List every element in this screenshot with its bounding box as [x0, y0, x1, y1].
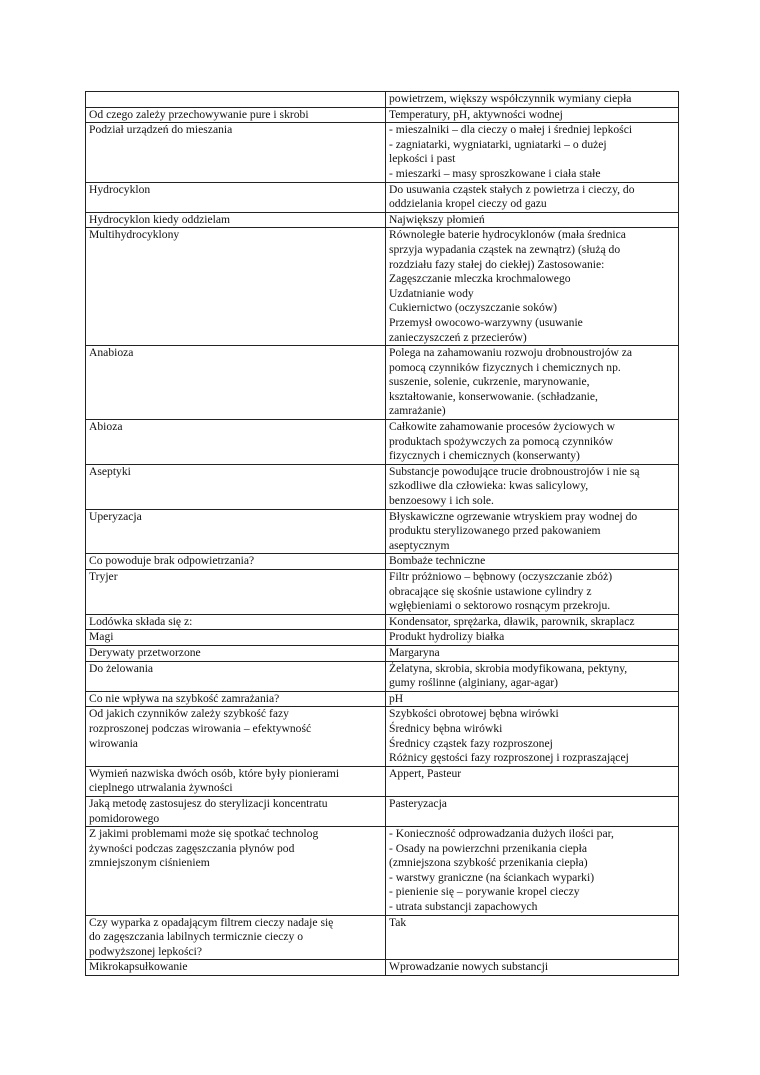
question-cell-line: Anabioza: [89, 346, 134, 360]
question-cell: [86, 123, 386, 182]
question-cell-line: Od czego zależy przechowywanie pure i skrobi: [89, 107, 309, 121]
question-cell-line: Do żelowania: [89, 661, 154, 675]
answer-cell-line: Największy płomień: [389, 212, 485, 226]
question-cell-line: Multihydrocyklony: [89, 228, 180, 242]
table-row: [86, 420, 679, 465]
question-cell-line: Mikrokapsułkowanie: [89, 960, 188, 974]
answer-cell-line: benzoesowy i ich sole.: [389, 494, 494, 508]
answer-cell-line: zanieczyszczeń z przecierów): [389, 330, 527, 344]
question-cell-line: Hydrocyklon kiedy oddzielam: [89, 212, 231, 226]
answer-cell-line: Bombaże techniczne: [389, 554, 486, 568]
answer-cell-line: - Konieczność odprowadzania dużych ilości par,: [389, 827, 614, 841]
answer-cell-line: Błyskawiczne ogrzewanie wtryskiem pray wodnej do: [389, 509, 638, 523]
table-row: [86, 827, 679, 916]
question-cell-line: Podział urządzeń do mieszania: [89, 123, 233, 137]
question-cell-line: cieplnego utrwalania żywności: [89, 781, 233, 795]
table-row: [86, 645, 679, 661]
answer-cell-line: produktu sterylizowanego przed pakowaniem: [389, 524, 601, 538]
table-row: [86, 509, 679, 554]
question-cell-line: Uperyzacja: [89, 509, 142, 523]
question-cell: [86, 464, 386, 509]
answer-cell: [386, 570, 679, 615]
answer-cell-line: sprzyja wypadania cząstek na zewnątrz) (służą do: [389, 242, 621, 256]
table-row: [86, 766, 679, 796]
answer-cell-line: rozdziału fazy stałej do ciekłej) Zastosowanie:: [389, 257, 605, 271]
answer-cell-line: Całkowite zahamowanie procesów życiowych w: [389, 420, 615, 434]
answer-cell: [386, 645, 679, 661]
answer-cell-line: pH: [389, 691, 404, 705]
question-cell-line: Z jakimi problemami może się spotkać technolog: [89, 827, 319, 841]
table-row: [86, 464, 679, 509]
question-cell: [86, 570, 386, 615]
answer-cell-line: Uzdatnianie wody: [389, 286, 474, 300]
answer-cell-line: kształtowanie, konserwowanie. (schładzanie,: [389, 389, 598, 403]
question-cell: [86, 554, 386, 570]
answer-cell-line: Szybkości obrotowej bębna wirówki: [389, 707, 559, 721]
table-row: [86, 960, 679, 976]
table-row: [86, 107, 679, 123]
table-row: [86, 707, 679, 766]
question-cell-line: Abioza: [89, 420, 123, 434]
question-cell: [86, 614, 386, 630]
question-cell-line: Czy wyparka z opadającym filtrem cieczy nadaje się: [89, 915, 334, 929]
answer-cell-line: gumy roślinne (alginiany, agar-agar): [389, 676, 558, 690]
answer-cell-line: (zmniejszona szybkość przenikania ciepła): [389, 856, 588, 870]
answer-cell-line: pomocą czynników fizycznych i chemicznych np.: [389, 360, 621, 374]
question-cell: [86, 182, 386, 212]
answer-cell-line: Przemysł owocowo-warzywny (usuwanie: [389, 315, 583, 329]
answer-cell-line: - mieszalniki – dla cieczy o małej i średniej lepkości: [389, 123, 633, 137]
answer-cell-line: Produkt hydrolizy białka: [389, 630, 505, 644]
question-cell: [86, 420, 386, 465]
answer-cell-line: Zagęszczanie mleczka krochmalowego: [389, 272, 571, 286]
question-cell-line: podwyższonej lepkości?: [89, 944, 203, 958]
answer-cell: [386, 92, 679, 108]
question-cell: [86, 707, 386, 766]
answer-cell: [386, 346, 679, 420]
question-cell-line: Magi: [89, 630, 114, 644]
answer-cell: [386, 212, 679, 228]
answer-cell: [386, 614, 679, 630]
qa-table-body: [86, 92, 679, 976]
question-cell: [86, 691, 386, 707]
answer-cell-line: Temperatury, pH, aktywności wodnej: [389, 107, 563, 121]
table-row: [86, 228, 679, 346]
answer-cell-line: Polega na zahamowaniu rozwoju drobnoustrojów za: [389, 346, 633, 360]
answer-cell: [386, 182, 679, 212]
table-row: [86, 570, 679, 615]
question-cell: [86, 915, 386, 960]
answer-cell: [386, 691, 679, 707]
answer-cell-line: - zagniatarki, wygniatarki, ugniatarki – o dużej: [389, 137, 607, 151]
answer-cell: [386, 107, 679, 123]
answer-cell-line: Kondensator, sprężarka, dławik, parownik, skraplacz: [389, 614, 635, 628]
table-row: [86, 796, 679, 826]
answer-cell-line: zamrażanie): [389, 404, 446, 418]
answer-cell: [386, 661, 679, 691]
answer-cell-line: obracające się skośnie ustawione cylindry z: [389, 584, 592, 598]
answer-cell-line: Tak: [389, 915, 407, 929]
question-cell: [86, 92, 386, 108]
answer-cell-line: aseptycznym: [389, 538, 450, 552]
table-row: [86, 915, 679, 960]
table-row: [86, 614, 679, 630]
answer-cell-line: Appert, Pasteur: [389, 766, 462, 780]
question-cell-line: do zagęszczania labilnych termicznie cieczy o: [89, 930, 304, 944]
answer-cell-line: fizycznych i chemicznych (konserwanty): [389, 449, 580, 463]
answer-cell: [386, 796, 679, 826]
question-cell-line: wirowania: [89, 736, 138, 750]
answer-cell: [386, 554, 679, 570]
table-row: [86, 346, 679, 420]
question-cell-line: Co powoduje brak odpowietrzania?: [89, 554, 255, 568]
table-row: [86, 212, 679, 228]
question-cell: [86, 630, 386, 646]
answer-cell: [386, 420, 679, 465]
answer-cell-line: Średnicy bębna wirówki: [389, 721, 503, 735]
answer-cell-line: lepkości i past: [389, 152, 456, 166]
question-cell: [86, 212, 386, 228]
table-row: [86, 123, 679, 182]
question-cell: [86, 228, 386, 346]
qa-table: [85, 91, 679, 976]
question-cell: [86, 645, 386, 661]
answer-cell: [386, 228, 679, 346]
question-cell-line: [89, 92, 382, 107]
question-cell: [86, 661, 386, 691]
question-cell: [86, 509, 386, 554]
answer-cell-line: - mieszarki – masy sproszkowane i ciała stałe: [389, 166, 601, 180]
answer-cell-line: Średnicy cząstek fazy rozproszonej: [389, 736, 553, 750]
question-cell-line: Hydrocyklon: [89, 182, 151, 196]
answer-cell-line: Do usuwania cząstek stałych z powietrza i cieczy, do: [389, 182, 635, 196]
question-cell: [86, 346, 386, 420]
answer-cell-line: Równoległe baterie hydrocyklonów (mała średnica: [389, 228, 626, 242]
table-row: [86, 182, 679, 212]
answer-cell: [386, 630, 679, 646]
answer-cell-line: produktach spożywczych za pomocą czynników: [389, 434, 614, 448]
question-cell-line: Derywaty przetworzone: [89, 645, 201, 659]
answer-cell-line: Margaryna: [389, 645, 440, 659]
table-row: [86, 661, 679, 691]
question-cell-line: Lodówka składa się z:: [89, 614, 193, 628]
answer-cell-line: Filtr próżniowo – bębnowy (oczyszczanie zbóż): [389, 570, 613, 583]
answer-cell-line: - warstwy graniczne (na ściankach wyparki): [389, 870, 595, 884]
answer-cell: [386, 509, 679, 554]
answer-cell-line: Pasteryzacja: [389, 796, 447, 810]
question-cell-line: Od jakich czynników zależy szybkość fazy: [89, 707, 289, 721]
question-cell-line: żywności podczas zagęszczania płynów pod: [89, 841, 295, 855]
answer-cell-line: suszenie, solenie, cukrzenie, marynowanie,: [389, 375, 590, 389]
answer-cell: [386, 464, 679, 509]
table-row: [86, 691, 679, 707]
question-cell: [86, 107, 386, 123]
answer-cell-line: Żelatyna, skrobia, skrobia modyfikowana, pektyny,: [389, 661, 628, 675]
question-cell: [86, 766, 386, 796]
question-cell-line: Tryjer: [89, 570, 118, 583]
answer-cell-line: - Osady na powierzchni przenikania ciepła: [389, 841, 587, 855]
table-row: [86, 554, 679, 570]
answer-cell-line: Różnicy gęstości fazy rozproszonej i rozpraszającej: [389, 751, 629, 765]
answer-cell-line: - pienienie się – porywanie kropel cieczy: [389, 885, 580, 899]
question-cell-line: Aseptyki: [89, 464, 131, 478]
question-cell-line: Jaką metodę zastosujesz do sterylizacji koncentratu: [89, 796, 328, 810]
question-cell: [86, 960, 386, 976]
table-row: [86, 630, 679, 646]
answer-cell: [386, 707, 679, 766]
answer-cell: [386, 827, 679, 916]
question-cell-line: zmniejszonym ciśnieniem: [89, 856, 210, 870]
question-cell-line: rozproszonej podczas wirowania – efektywność: [89, 721, 312, 735]
answer-cell: [386, 915, 679, 960]
answer-cell: [386, 960, 679, 976]
answer-cell-line: Wprowadzanie nowych substancji: [389, 960, 549, 974]
question-cell-line: Wymień nazwiska dwóch osób, które były pionierami: [89, 766, 340, 780]
answer-cell-line: szkodliwe dla człowieka: kwas salicylowy,: [389, 479, 589, 493]
answer-cell: [386, 123, 679, 182]
answer-cell: [386, 766, 679, 796]
answer-cell-line: powietrzem, większy współczynnik wymiany ciepła: [389, 92, 632, 105]
question-cell: [86, 796, 386, 826]
answer-cell-line: Cukiernictwo (oczyszczanie soków): [389, 301, 558, 315]
answer-cell-line: - utrata substancji zapachowych: [389, 900, 538, 914]
question-cell: [86, 827, 386, 916]
question-cell-line: Co nie wpływa na szybkość zamrażania?: [89, 691, 280, 705]
answer-cell-line: Substancje powodujące trucie drobnoustrojów i nie są: [389, 464, 640, 478]
table-row: [86, 92, 679, 108]
answer-cell-line: oddzielania kropel cieczy od gazu: [389, 197, 547, 211]
question-cell-line: pomidorowego: [89, 811, 160, 825]
answer-cell-line: wgłębieniami o sektorowo rosnącym przekroju.: [389, 599, 611, 613]
